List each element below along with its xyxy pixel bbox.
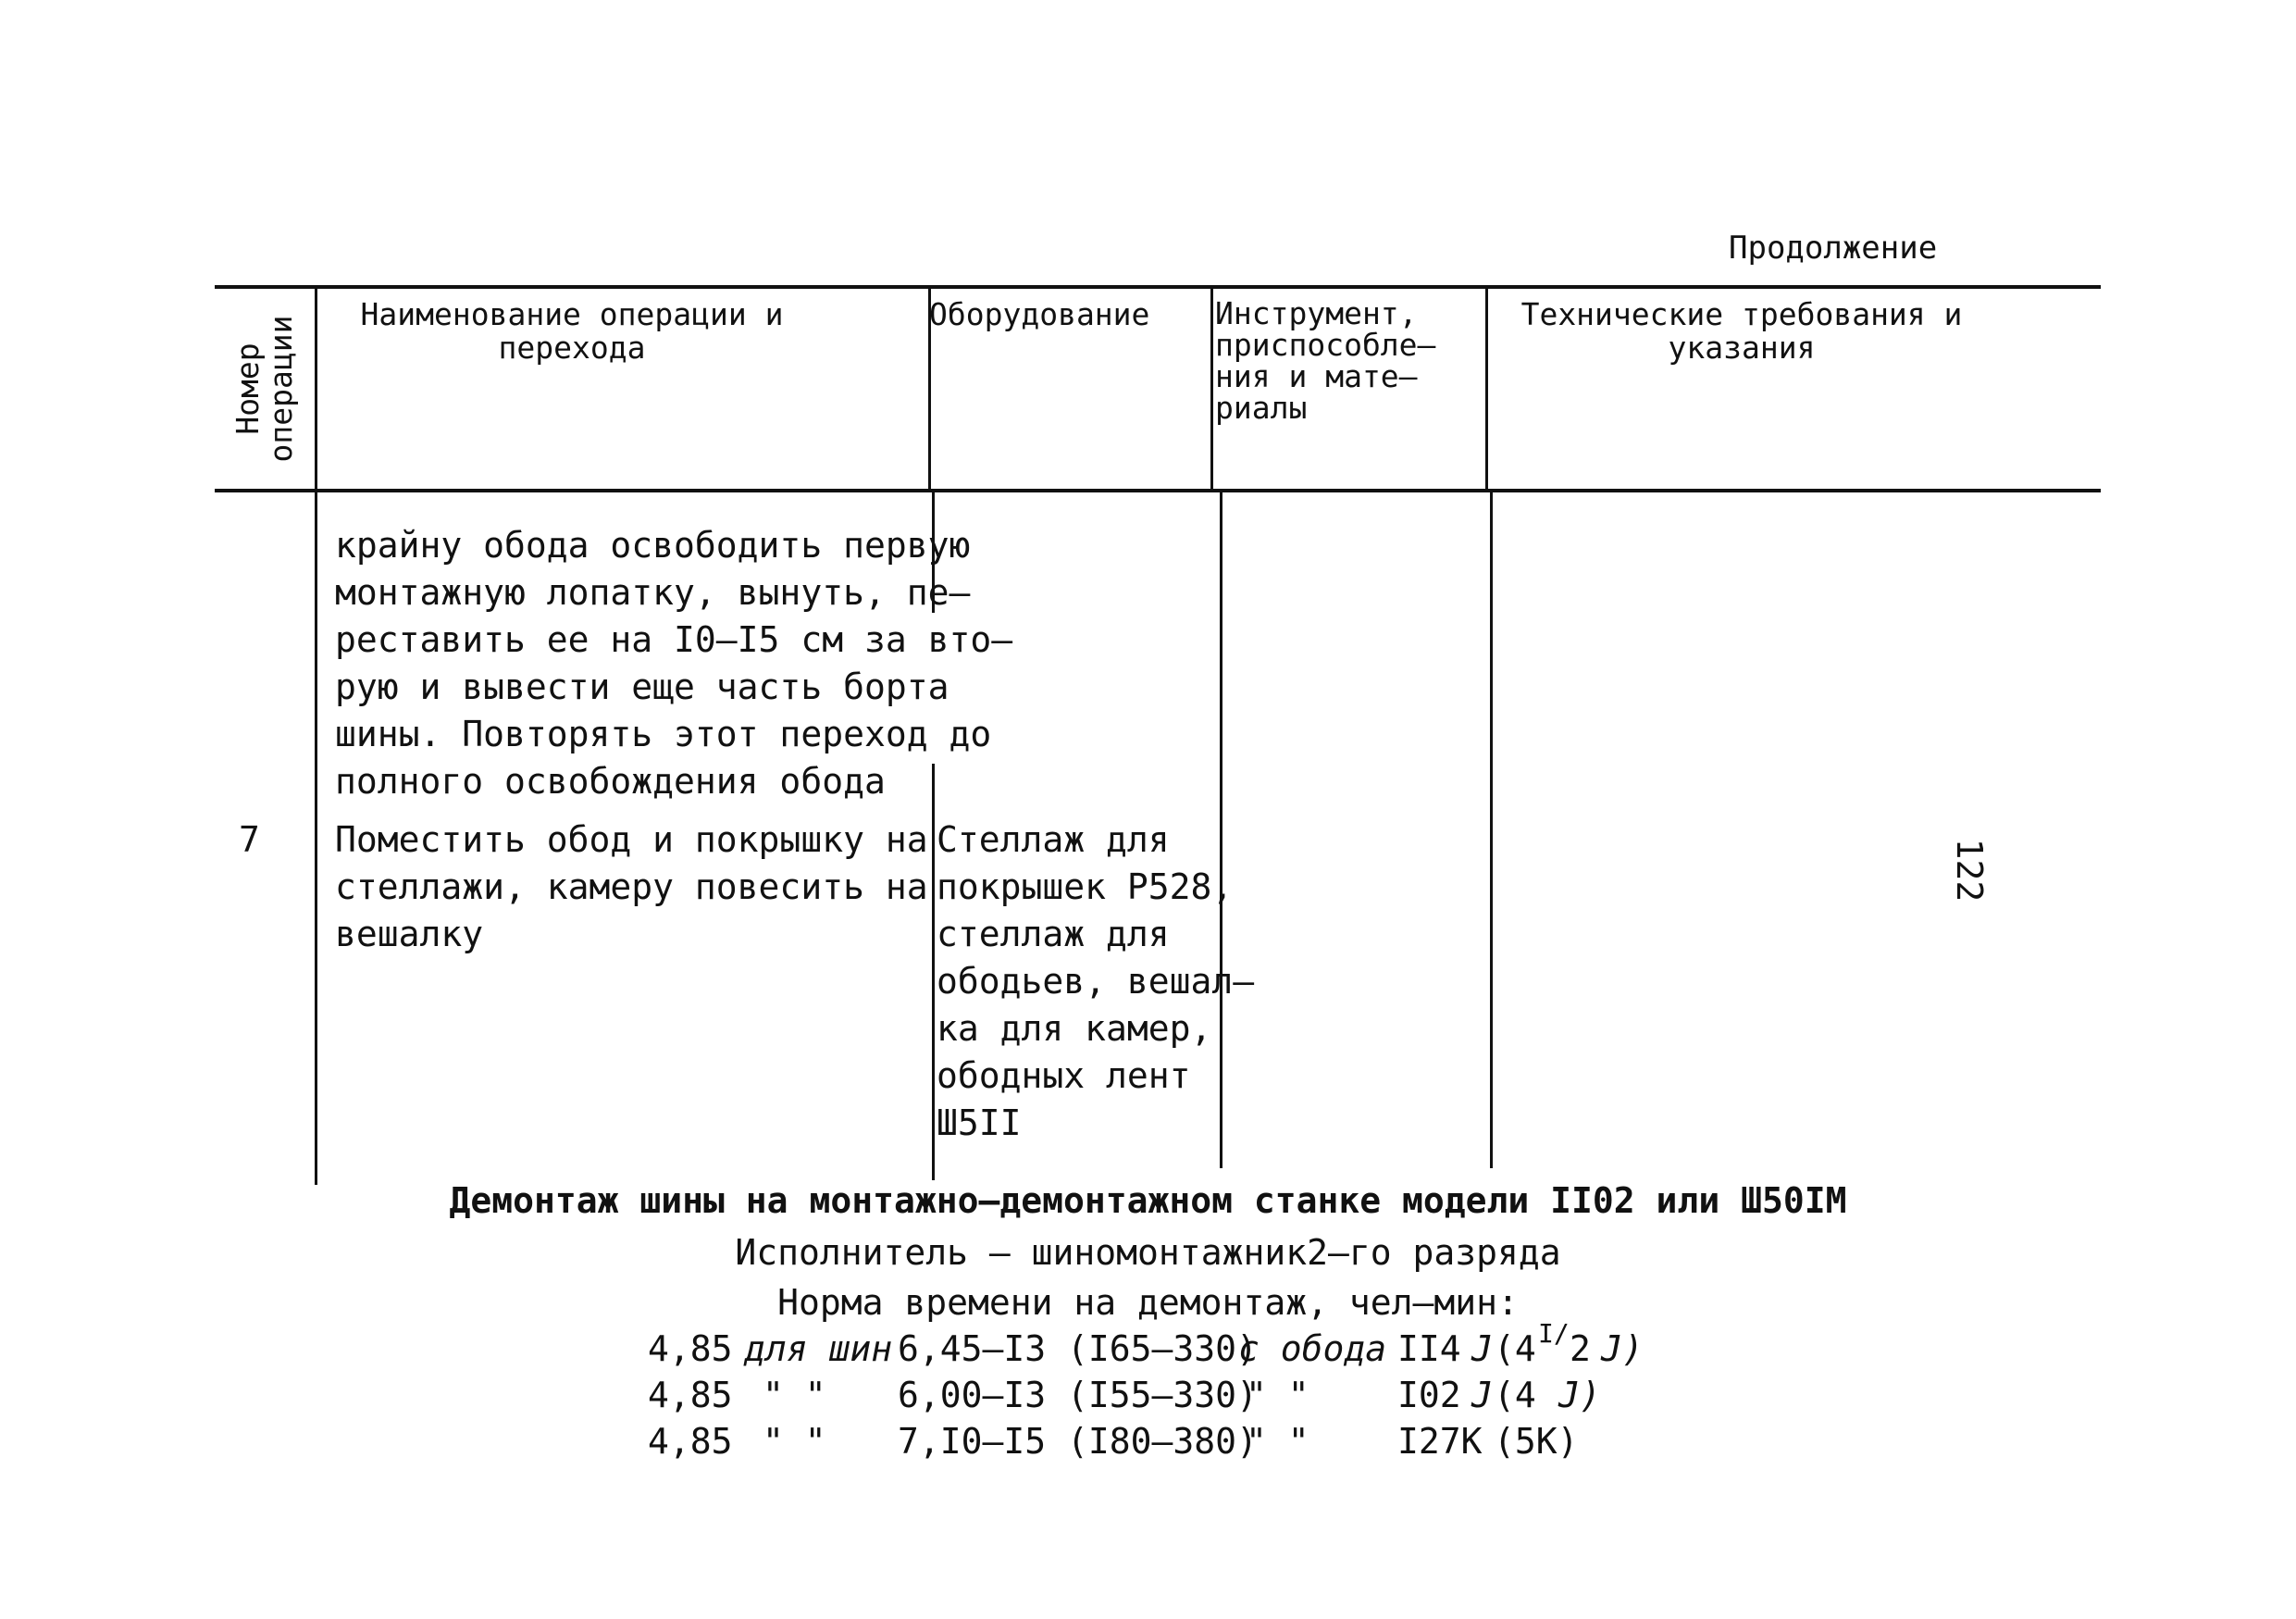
continued-line: шины. Повторять этот переход до	[335, 714, 992, 754]
norm-rim2-pre: (5К)	[1494, 1421, 1579, 1462]
row7-number: 7	[239, 819, 260, 860]
norm-rim2-mark: J)	[1601, 1328, 1644, 1369]
header-operation-line1: Наименование операции и	[360, 296, 784, 332]
norm-rim-mark: J	[1471, 1375, 1493, 1415]
norm-rim2-post: 2	[1570, 1328, 1591, 1369]
col-divider-1	[315, 285, 317, 1185]
row7-equipment-line: Стеллаж для	[937, 819, 1170, 860]
row7-operation-line: стеллажи, камеру повесить на	[335, 866, 928, 907]
norm-from: " "	[1246, 1421, 1309, 1462]
continued-line: реставить ее на I0–I5 см за вто–	[335, 619, 1013, 660]
header-tools-line2: приспособле–	[1215, 327, 1436, 363]
norm-tire: 6,45–I3 (I65–330)	[898, 1328, 1258, 1369]
norm-rim: I02	[1397, 1375, 1461, 1415]
norm-rim2-pre: (4	[1494, 1328, 1536, 1369]
row7-equipment	[937, 816, 1254, 1147]
col-divider-3	[1210, 285, 1213, 492]
header-op-number	[215, 289, 315, 489]
header-op-number-line2: операции	[263, 315, 299, 463]
norm-rim2-mark: J)	[1558, 1375, 1601, 1415]
norm-value: 4,85	[648, 1375, 733, 1415]
header-requirements	[1492, 298, 1992, 365]
header-requirements-line2: указания	[1668, 330, 1816, 366]
norm-for: для шин	[744, 1328, 893, 1369]
header-tools-line3: ния и мате–	[1215, 358, 1418, 394]
norm-row-3	[0, 1418, 2296, 1464]
norm-for: " "	[763, 1421, 826, 1462]
continued-line: полного освобождения обода	[335, 761, 886, 802]
col-divider-4-body	[1490, 492, 1493, 1168]
header-tools	[1215, 295, 1436, 426]
header-operation	[322, 298, 822, 365]
header-equipment	[929, 298, 1149, 331]
footer-norm-title: Норма времени на демонтаж, чел–мин:	[777, 1282, 1519, 1323]
continued-line: крайну обода освободить первую	[335, 525, 971, 566]
norm-row-2	[0, 1372, 2296, 1418]
norm-tire: 6,00–I3 (I55–330)	[898, 1375, 1258, 1415]
norm-for: " "	[763, 1375, 826, 1415]
norm-rim: II4	[1397, 1328, 1461, 1369]
row7-operation-line: Поместить обод и покрышку на	[335, 819, 928, 860]
header-equipment-line1: Оборудование	[929, 296, 1150, 332]
norm-row-1	[0, 1318, 2296, 1372]
row7-operation-line: вешалку	[335, 914, 484, 954]
norm-rim2-pre: (4	[1494, 1375, 1536, 1415]
norm-value: 4,85	[648, 1328, 733, 1369]
row7-equipment-line: ка для камер,	[937, 1008, 1212, 1049]
header-op-number-line1: Номер	[230, 342, 266, 435]
row7-operation	[335, 816, 928, 958]
col-divider-2-lower	[932, 764, 935, 1180]
footer-title: Демонтаж шины на монтажно–демонтажном станке модели II02 или Ш50IМ	[449, 1180, 1847, 1221]
header-tools-line1: Инструмент,	[1215, 295, 1418, 331]
col-divider-4	[1485, 285, 1488, 492]
page-number-text: 122	[1949, 838, 1990, 903]
norm-tire: 7,I0–I5 (I80–380)	[898, 1421, 1258, 1462]
continued-line: монтажную лопатку, вынуть, пе–	[335, 572, 971, 613]
norm-value: 4,85	[648, 1421, 733, 1462]
norm-rim-mark: J	[1471, 1328, 1493, 1369]
header-tools-line4: риалы	[1215, 390, 1308, 426]
row7-equipment-line: ободьев, вешал–	[937, 961, 1255, 1002]
table-header-divider	[215, 489, 2101, 492]
row7-equipment-line: Ш5II	[937, 1102, 1022, 1143]
header-operation-line2: перехода	[498, 330, 646, 366]
footer-executor: Исполнитель – шиномонтажник2–го разряда	[735, 1232, 1561, 1273]
row7-equipment-line: ободных лент	[937, 1055, 1191, 1096]
continued-operation-text	[335, 522, 1012, 805]
norm-from: с обода	[1238, 1328, 1387, 1369]
norm-rim: I27К	[1397, 1421, 1483, 1462]
table-top-border	[215, 285, 2101, 289]
norm-from: " "	[1246, 1375, 1309, 1415]
row7-equipment-line: стеллаж для	[937, 914, 1170, 954]
norm-rim2-sup: I/	[1538, 1318, 1570, 1349]
page-number	[1942, 824, 1997, 916]
header-requirements-line1: Технические требования и	[1520, 296, 1963, 332]
continuation-label: Продолжение	[1729, 230, 1938, 267]
continued-line: рую и вывести еще часть борта	[335, 666, 949, 707]
row7-equipment-line: покрышек Р528,	[937, 866, 1234, 907]
